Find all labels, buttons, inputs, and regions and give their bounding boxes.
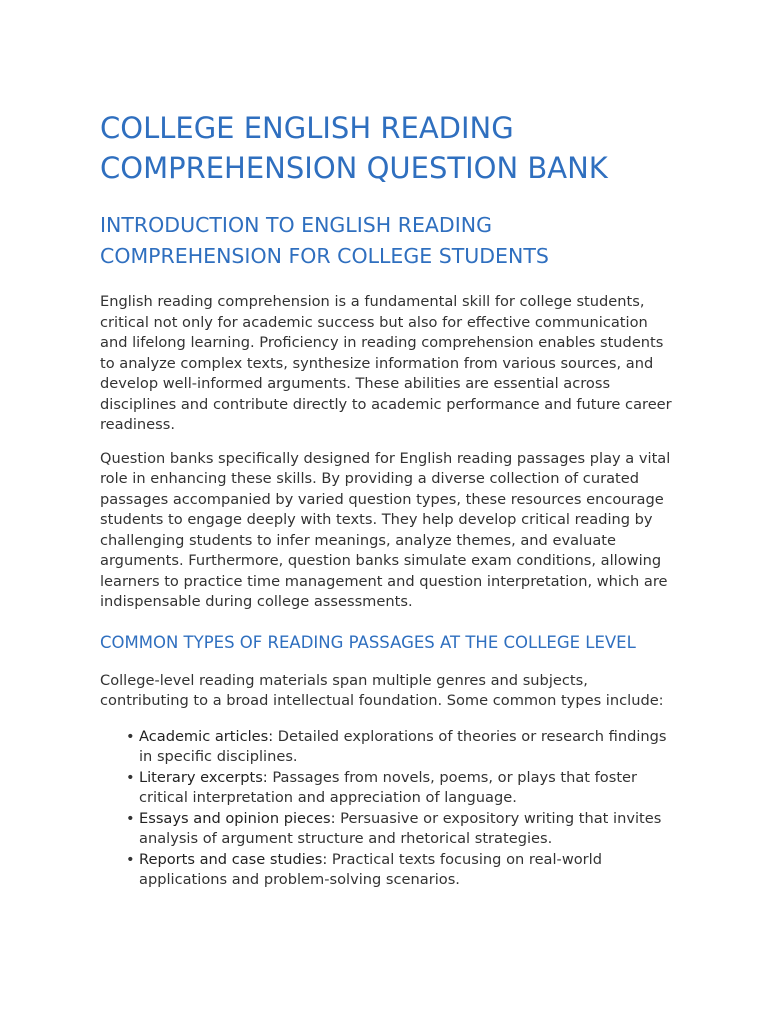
question-bank-paragraph: Question banks specifically designed for English reading passages play a vital role in enhancing these skills. By providing a diverse collection of curated passages accompanied by varied question types, these resources encourage students to engage deeply with texts. They help develop critical reading by challenging students to infer meanings, analyze themes, and evaluate arguments. Furthermore, question banks simulate exam conditions, allowing learners to practice time management and question interpretation, which are indispensable during college assessments. (100, 449, 671, 610)
list-item-term: Academic articles: (139, 727, 274, 745)
subsection-title: COMMON TYPES OF READING PASSAGES AT THE COLLEGE LEVEL (100, 632, 636, 652)
bullet-marker: • (126, 850, 135, 868)
list-item-text: Persuasive or expository writing that invites analysis of argument structure and rhetorical strategies. (139, 809, 662, 847)
list-item-term: Literary excerpts: (139, 768, 268, 786)
document-title: COLLEGE ENGLISH READING COMPREHENSION QUESTION BANK (100, 111, 608, 185)
bullet-marker: • (126, 809, 135, 827)
list-item (126, 768, 672, 809)
list-item (126, 727, 672, 768)
list-item (126, 850, 672, 891)
bullet-marker: • (126, 727, 135, 745)
list-item-term: Essays and opinion pieces: (139, 809, 336, 827)
list-item-term: Reports and case studies: (139, 850, 328, 868)
bullet-marker: • (126, 768, 135, 786)
section-title: INTRODUCTION TO ENGLISH READING COMPREHENSION FOR COLLEGE STUDENTS (100, 213, 549, 268)
list-item-text: Detailed explorations of theories or research findings in specific disciplines. (139, 727, 667, 765)
intro-paragraph: English reading comprehension is a fundamental skill for college students, critical not only for academic success but also for effective communication and lifelong learning. Proficiency in reading comprehension enables students to analyze complex texts, synthesize information from various sources, and develop well-informed arguments. These abilities are essential across disciplines and contribute directly to academic performance and future career readiness. (100, 293, 672, 433)
list-item-text: Passages from novels, poems, or plays that foster critical interpretation and appreciation of language. (139, 768, 638, 806)
list-item (126, 809, 672, 850)
subsection-intro-paragraph: College-level reading materials span multiple genres and subjects, contributing to a broad intellectual foundation. Some common types include: (100, 671, 664, 709)
list-item-text: Practical texts focusing on real-world applications and problem-solving scenarios. (139, 850, 602, 888)
document-page (100, 108, 672, 891)
passage-types-list (100, 727, 672, 891)
